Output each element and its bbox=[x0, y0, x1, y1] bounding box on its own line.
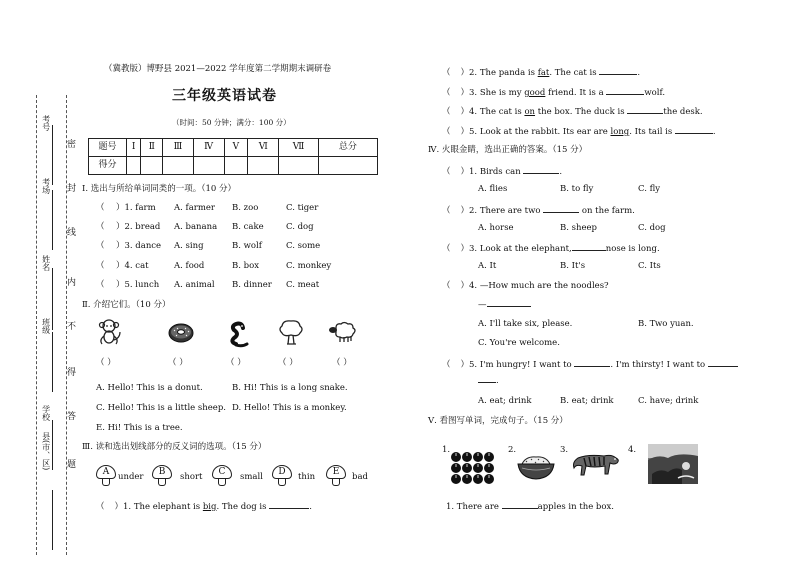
question-word: ）3. dance bbox=[116, 241, 162, 251]
option-a: A. animal bbox=[174, 280, 215, 290]
answer-paren[interactable]: （ bbox=[442, 244, 451, 254]
picture-answer-paren[interactable]: （ ） bbox=[332, 358, 352, 368]
answer-blank[interactable] bbox=[606, 86, 644, 95]
antonym-word: short bbox=[180, 472, 203, 482]
underlined-word: fat bbox=[537, 68, 550, 78]
question-word: ）5. lunch bbox=[116, 280, 160, 290]
answer-blank[interactable] bbox=[708, 358, 738, 367]
question-text: ）3. She is my bbox=[460, 88, 525, 98]
answer-paren[interactable]: （ bbox=[96, 280, 105, 290]
antonym-word: bad bbox=[352, 472, 368, 482]
score-cell[interactable] bbox=[248, 157, 279, 175]
score-cell[interactable] bbox=[163, 157, 193, 175]
option-a: A. sing bbox=[174, 241, 204, 251]
question-text: on the farm. bbox=[581, 206, 635, 216]
question-text: ）1. Birds can bbox=[460, 167, 521, 177]
exam-subtitle: （冀教版）博野县 2021—2022 学年度第二学期期末调研卷 bbox=[104, 64, 332, 74]
option-c: C. dog bbox=[638, 223, 666, 233]
question-text: ）5. I'm hungry! I want to bbox=[460, 360, 572, 370]
section4-title: Ⅳ. 火眼金睛，选出正确的答案。（15 分） bbox=[428, 145, 588, 155]
option-a: A. It bbox=[478, 261, 497, 271]
seal-char: 题 bbox=[67, 460, 77, 470]
score-table-score-row bbox=[89, 157, 378, 175]
option-a: A. eat; drink bbox=[478, 396, 532, 406]
mushroom-choice-c bbox=[212, 465, 232, 487]
picture-answer-paren[interactable]: （ ） bbox=[226, 358, 246, 368]
answer-blank[interactable] bbox=[675, 125, 713, 134]
option-b: B. eat; drink bbox=[560, 396, 614, 406]
answer-paren[interactable]: （ bbox=[96, 502, 105, 512]
score-header-cell: Ⅴ bbox=[224, 139, 247, 157]
answer-paren[interactable]: （ bbox=[96, 222, 105, 232]
section2-option-d: D. Hello! This is a monkey. bbox=[232, 403, 347, 413]
mushroom-letter: E bbox=[326, 465, 346, 479]
scene-photo-icon bbox=[648, 444, 698, 484]
tiger-icon bbox=[570, 448, 622, 478]
seal-char: 不 bbox=[67, 322, 77, 332]
seal-char: 内 bbox=[67, 278, 77, 288]
section2-option-c: C. Hello! This is a little sheep. bbox=[96, 403, 226, 413]
underlined-word: good bbox=[524, 88, 546, 98]
antonym-word: thin bbox=[298, 472, 316, 482]
option-b: B. wolf bbox=[232, 241, 262, 251]
answer-blank-continued: . bbox=[478, 374, 499, 386]
section3-title: Ⅲ. 读和选出划线部分的反义词的选项。（15 分） bbox=[82, 442, 267, 452]
mushroom-letter: D bbox=[272, 465, 292, 479]
dialog-dash: — bbox=[478, 300, 487, 310]
answer-paren[interactable]: （ bbox=[96, 203, 105, 213]
answer-blank[interactable] bbox=[572, 242, 606, 251]
mushroom-stem bbox=[102, 478, 110, 486]
option-b: B. to fly bbox=[560, 184, 594, 194]
option-c: C. tiger bbox=[286, 203, 319, 213]
answer-paren[interactable]: （ bbox=[442, 88, 451, 98]
score-row-label: 得分 bbox=[89, 157, 127, 175]
mushroom-stem bbox=[332, 478, 340, 486]
question-word: ）4. cat bbox=[116, 261, 149, 271]
question-text: . Its tail is bbox=[629, 127, 675, 137]
question-text: ）5. Look at the rabbit. Its ear are bbox=[460, 127, 611, 137]
section4-question-5 bbox=[442, 358, 738, 370]
question-text: the box. The duck is bbox=[535, 107, 628, 117]
score-header-cell: Ⅱ bbox=[141, 139, 163, 157]
donut-icon bbox=[168, 322, 194, 344]
section2-title: Ⅱ. 介绍它们。（10 分） bbox=[82, 300, 171, 310]
field-school-label: 学校 bbox=[41, 405, 51, 421]
score-cell[interactable] bbox=[279, 157, 318, 175]
tree-icon bbox=[277, 318, 305, 346]
answer-paren[interactable]: （ bbox=[442, 127, 451, 137]
underlined-word: on bbox=[524, 107, 536, 117]
option-b: B. cake bbox=[232, 222, 264, 232]
question-text: the desk. bbox=[663, 107, 703, 117]
field-exam-room-line[interactable] bbox=[52, 190, 53, 250]
option-b: B. It's bbox=[560, 261, 586, 271]
answer-blank[interactable] bbox=[502, 500, 538, 509]
antonym-word: small bbox=[240, 472, 263, 482]
field-county-line[interactable] bbox=[52, 490, 53, 550]
answer-paren[interactable]: （ bbox=[442, 107, 451, 117]
question-word: ）2. bread bbox=[116, 222, 161, 232]
mushroom-choice-d bbox=[272, 465, 292, 487]
field-county-label: 县(市、区) bbox=[41, 432, 51, 471]
mushroom-letter: B bbox=[152, 465, 172, 479]
score-cell[interactable] bbox=[318, 157, 377, 175]
section4-question-1: （ ）1. Birds can . bbox=[442, 167, 563, 177]
answer-blank[interactable] bbox=[543, 204, 579, 213]
option-c: C. fly bbox=[638, 184, 661, 194]
section5-question-1 bbox=[446, 500, 614, 512]
question-text: . The cat is bbox=[549, 68, 600, 78]
section1-title: Ⅰ. 选出与所给单词同类的一项。（10 分） bbox=[82, 184, 237, 194]
field-exam-room-label: 考场 bbox=[41, 178, 51, 194]
field-exam-number-label: 考号 bbox=[41, 115, 51, 131]
question-text: ）4. —How much are the noodles? bbox=[460, 281, 609, 291]
section3-question-3 bbox=[442, 86, 665, 98]
picture-answer-paren[interactable]: （ ） bbox=[278, 358, 298, 368]
underlined-word: big bbox=[202, 502, 217, 512]
option-a: A. horse bbox=[478, 223, 514, 233]
answer-blank[interactable] bbox=[523, 165, 559, 174]
answer-blank[interactable] bbox=[574, 358, 610, 367]
score-table bbox=[88, 138, 378, 175]
score-cell[interactable] bbox=[141, 157, 163, 175]
score-cell[interactable] bbox=[224, 157, 247, 175]
picture-number: 1. bbox=[442, 445, 451, 455]
monkey-icon bbox=[96, 318, 122, 346]
mushroom-choice-e bbox=[326, 465, 346, 487]
section2-option-a: A. Hello! This is a donut. bbox=[96, 383, 203, 393]
answer-paren[interactable]: （ bbox=[442, 167, 451, 177]
mushroom-choice-a bbox=[96, 465, 116, 487]
question-text: apples in the box. bbox=[537, 502, 614, 512]
option-c: C. some bbox=[286, 241, 321, 251]
score-header-cell: Ⅵ bbox=[248, 139, 279, 157]
section3-question-2: （ ）2. The panda is fat. The cat is . bbox=[442, 68, 641, 78]
option-a: A. I'll take six, please. bbox=[478, 319, 573, 329]
mushroom-letter: A bbox=[96, 465, 116, 479]
option-c: C. Its bbox=[638, 261, 661, 271]
question-text: nose is long. bbox=[605, 244, 660, 254]
question-text: 1. There are bbox=[446, 502, 499, 512]
option-a: A. farmer bbox=[174, 203, 215, 213]
option-c: C. monkey bbox=[286, 261, 332, 271]
answer-blank[interactable] bbox=[599, 66, 637, 75]
picture-number: 2. bbox=[508, 445, 517, 455]
sheep-icon bbox=[328, 320, 358, 344]
mushroom-stem bbox=[158, 478, 166, 486]
antonym-word: under bbox=[118, 472, 144, 482]
section4-question-2 bbox=[442, 204, 635, 216]
section4-question-4 bbox=[442, 281, 609, 291]
option-b: B. dinner bbox=[232, 280, 272, 290]
score-header-cell: Ⅶ bbox=[279, 139, 318, 157]
section5-title: Ⅴ. 看图写单词，完成句子。（15 分） bbox=[428, 416, 568, 426]
option-c: C. meat bbox=[286, 280, 320, 290]
mushroom-stem bbox=[278, 478, 286, 486]
field-class-label: 班级 bbox=[41, 318, 51, 334]
option-c: C. You're welcome. bbox=[478, 338, 560, 348]
score-header-cell: Ⅲ bbox=[163, 139, 193, 157]
question-text: . The dog is bbox=[216, 502, 270, 512]
option-b: B. sheep bbox=[560, 223, 597, 233]
section3-question-5: （ ）5. Look at the rabbit. Its ear are long. Its tail is . bbox=[442, 127, 716, 137]
option-a: A. flies bbox=[478, 184, 508, 194]
question-text: ）2. The panda is bbox=[460, 68, 538, 78]
seal-char: 线 bbox=[67, 228, 77, 238]
question-text: ）4. The cat is bbox=[460, 107, 525, 117]
snake-icon bbox=[228, 320, 250, 348]
field-name-label: 姓名 bbox=[41, 255, 51, 271]
picture-number: 4. bbox=[628, 445, 637, 455]
underlined-word: long bbox=[610, 127, 630, 137]
seal-char: 封 bbox=[67, 184, 77, 194]
seal-char: 答 bbox=[67, 412, 77, 422]
question-text: ）2. There are two bbox=[460, 206, 541, 216]
option-b: B. zoo bbox=[232, 203, 259, 213]
page-title: 三年级英语试卷 bbox=[172, 88, 277, 104]
mushroom-choice-b bbox=[152, 465, 172, 487]
section2-option-e: E. Hi! This is a tree. bbox=[96, 423, 183, 433]
exam-info: （时间：50 分钟；满分：100 分） bbox=[172, 118, 291, 127]
picture-number: 3. bbox=[560, 445, 569, 455]
field-school-line[interactable] bbox=[52, 420, 53, 470]
seal-char: 密 bbox=[67, 140, 77, 150]
section4-question-3 bbox=[442, 242, 660, 254]
apples-icon bbox=[450, 450, 494, 486]
answer-blank[interactable] bbox=[487, 298, 531, 307]
answer-blank[interactable] bbox=[627, 105, 663, 114]
binding-line-outer bbox=[36, 95, 37, 555]
option-b: B. box bbox=[232, 261, 260, 271]
option-c: C. dog bbox=[286, 222, 314, 232]
picture-answer-paren[interactable]: （ ） bbox=[168, 358, 188, 368]
field-exam-number-line[interactable] bbox=[52, 125, 53, 185]
seal-char: 得 bbox=[67, 368, 77, 378]
option-a: A. banana bbox=[174, 222, 218, 232]
section3-question-4 bbox=[442, 105, 703, 117]
answer-paren[interactable]: （ bbox=[442, 281, 451, 291]
option-c: C. have; drink bbox=[638, 396, 699, 406]
score-cell[interactable] bbox=[193, 157, 224, 175]
question-word: ）1. farm bbox=[116, 203, 156, 213]
question-text: friend. It is a bbox=[545, 88, 607, 98]
question-text: ）3. Look at the elephant, bbox=[460, 244, 572, 254]
answer-blank[interactable] bbox=[478, 374, 496, 383]
question-text: . I'm thirsty! I want to bbox=[610, 360, 706, 370]
answer-paren[interactable]: （ bbox=[96, 261, 105, 271]
rice-bowl-icon bbox=[516, 452, 556, 482]
answer-paren[interactable]: （ bbox=[442, 68, 451, 78]
score-header-cell: I bbox=[127, 139, 141, 157]
answer-blank[interactable] bbox=[269, 500, 309, 509]
field-class-line[interactable] bbox=[52, 332, 53, 392]
score-cell[interactable] bbox=[127, 157, 141, 175]
mushroom-letter: C bbox=[212, 465, 232, 479]
mushroom-stem bbox=[218, 478, 226, 486]
dialog-reply bbox=[478, 298, 531, 310]
score-header-cell: 题号 bbox=[89, 139, 127, 157]
field-name-line[interactable] bbox=[52, 268, 53, 330]
score-header-cell: Ⅳ bbox=[193, 139, 224, 157]
section3-question-1: （ ）1. The elephant is big. The dog is . bbox=[96, 502, 312, 512]
score-header-cell: 总分 bbox=[318, 139, 377, 157]
answer-paren[interactable]: （ bbox=[96, 241, 105, 251]
picture-answer-paren[interactable]: （ ） bbox=[96, 358, 116, 368]
question-text: wolf. bbox=[644, 88, 666, 98]
score-table-header-row bbox=[89, 139, 378, 157]
answer-paren[interactable]: （ bbox=[442, 206, 451, 216]
answer-paren[interactable]: （ bbox=[442, 360, 451, 370]
section2-option-b: B. Hi! This is a long snake. bbox=[232, 383, 348, 393]
option-a: A. food bbox=[174, 261, 205, 271]
option-b: B. Two yuan. bbox=[638, 319, 694, 329]
question-text: ）1. The elephant is bbox=[114, 502, 203, 512]
